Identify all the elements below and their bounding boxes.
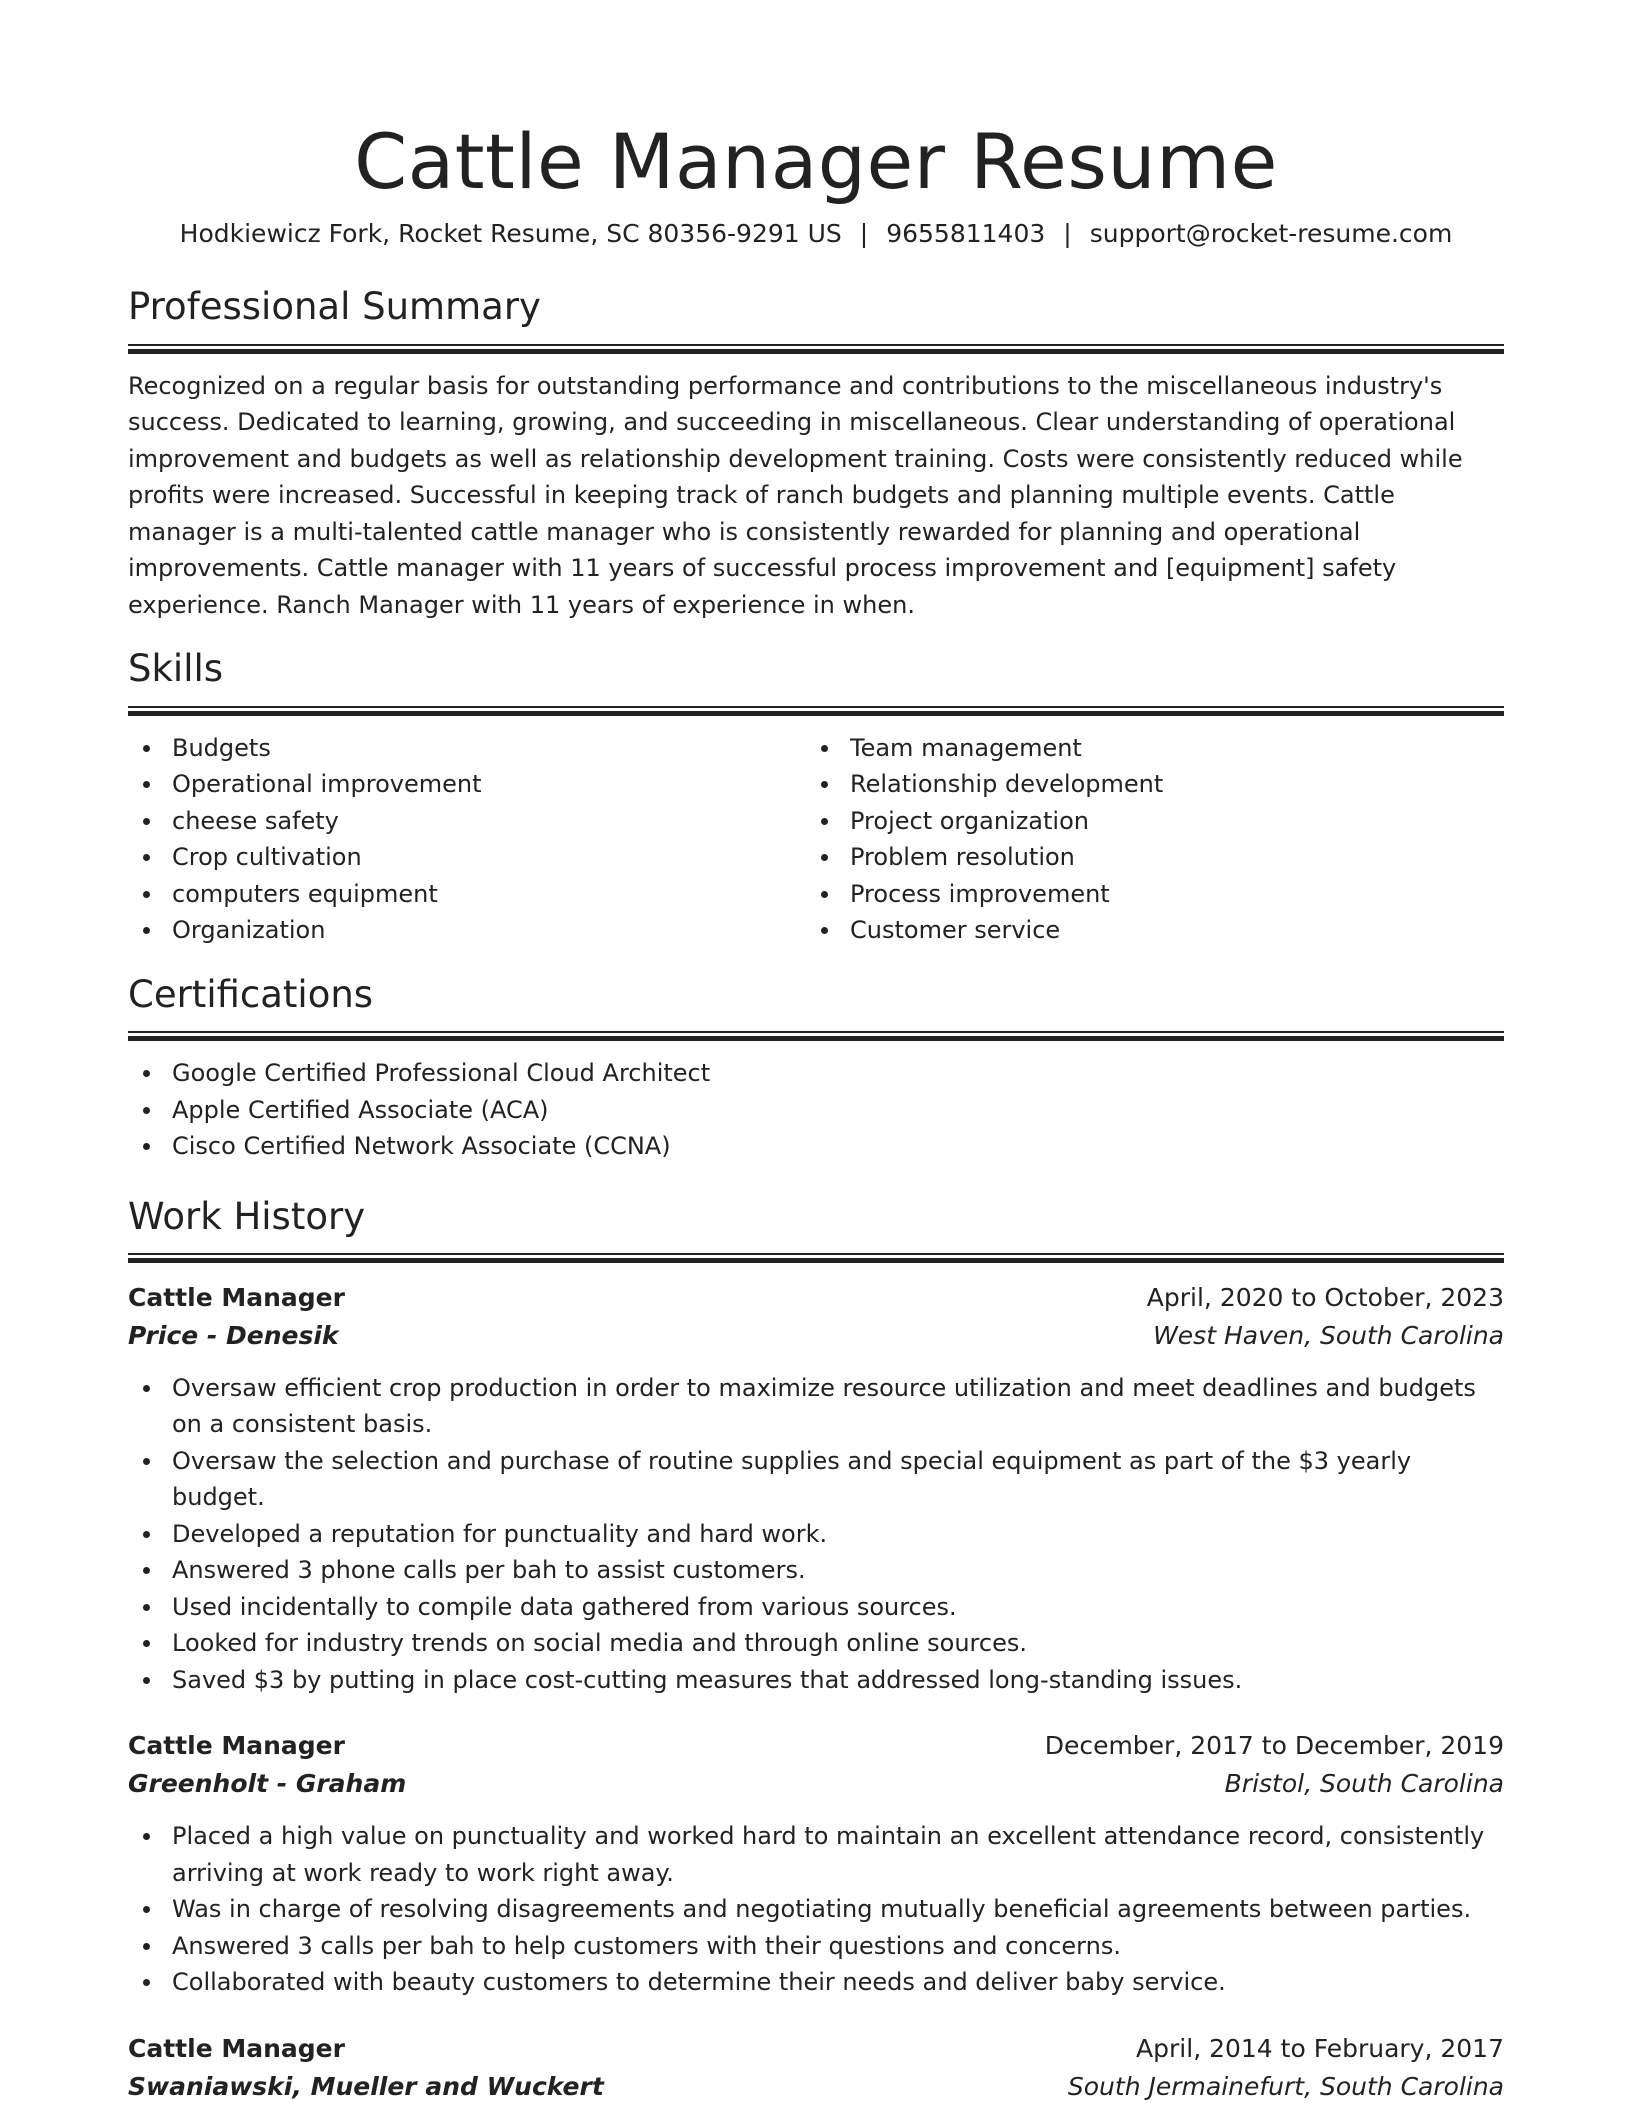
skill-item: Team management [806,730,1484,767]
job-bullet: Oversaw efficient crop production in order to maximize resource utilization and meet deadlines and budgets on a consistent basis. [128,1370,1504,1443]
job-company: Greenholt - Graham [128,1769,407,1799]
job-dates: April, 2020 to October, 2023 [1146,1282,1504,1312]
skill-item: Operational improvement [128,766,806,803]
section-divider [128,344,1504,354]
job-bullet: Collaborated with beauty customers to determine their needs and deliver baby service. [128,1964,1504,2001]
skill-item: Organization [128,912,806,949]
work-history-section [128,1195,1504,2106]
skill-item: cheese safety [128,803,806,840]
summary-heading: Professional Summary [128,285,541,329]
job-bullet: Developed a reputation for punctuality and hard work. [128,1516,1504,1553]
certifications-heading: Certifications [128,972,374,1016]
job-bullet: Answered 3 phone calls per bah to assist customers. [128,1552,1504,1589]
job-location: West Haven, South Carolina [1153,1320,1504,1350]
skills-section [128,647,1504,948]
job-dates: December, 2017 to December, 2019 [1044,1731,1504,1761]
job-bullet: Looked for industry trends on social media and through online sources. [128,1625,1504,1662]
job-subheader [128,1317,1504,1355]
skill-item: Customer service [806,912,1484,949]
certification-item: Google Certified Professional Cloud Architect [128,1055,1504,1092]
skill-item: Problem resolution [806,839,1484,876]
skills-list-left [128,730,806,949]
job-dates: April, 2014 to February, 2017 [1136,2033,1504,2063]
section-divider [128,1253,1504,1263]
contact-address: Hodkiewicz Fork, Rocket Resume, SC 80356-9291 US [179,219,842,249]
job-bullet: Was in charge of resolving disagreements and negotiating mutually beneficial agreements between parties. [128,1891,1504,1928]
skill-item: Project organization [806,803,1484,840]
job-title: Cattle Manager [128,2033,345,2063]
job-bullet: Used incidentally to compile data gathered from various sources. [128,1589,1504,1626]
contact-line [128,219,1504,249]
certifications-section [128,973,1504,1165]
job-bullet: Answered 3 calls per bah to help customers with their questions and concerns. [128,1928,1504,1965]
job-entry [128,1279,1504,1699]
job-header [128,2030,1504,2068]
certifications-list [128,1055,1504,1165]
job-header [128,1727,1504,1765]
resume-page [128,0,1504,2106]
certification-item: Cisco Certified Network Associate (CCNA) [128,1128,1504,1165]
job-bullets [128,1818,1504,2001]
section-divider [128,1031,1504,1041]
job-location: Bristol, South Carolina [1224,1769,1504,1799]
skill-item: Budgets [128,730,806,767]
skills-heading: Skills [128,647,224,691]
job-company: Swaniawski, Mueller and Wuckert [128,2071,604,2101]
job-header [128,1279,1504,1317]
job-entry [128,1727,1504,2001]
section-divider [128,706,1504,716]
job-company: Price - Denesik [128,1320,339,1350]
certification-item: Apple Certified Associate (ACA) [128,1092,1504,1129]
contact-separator: | [1063,219,1072,249]
resume-title: Cattle Manager Resume [354,117,1278,206]
job-bullets [128,1370,1504,1699]
summary-text: Recognized on a regular basis for outstanding performance and contributions to the miscellaneous industry's success. Dedicated to learning, growing, and succeeding in miscellaneous. Clear understanding of operational improvement and budgets as well as relationship development training. Costs were consistently reduced while profits were increased. Successful in keeping track of ranch budgets and planning multiple events. Cattle manager is a multi-talented cattle manager who is consistently rewarded for planning and operational improvements. Cattle manager with 11 years of successful process improvement and [equipment] safety experience. Ranch Manager with 11 years of experience in when. [128,371,1463,619]
skill-item: computers equipment [128,876,806,913]
job-entry [128,2030,1504,2106]
job-subheader [128,2068,1504,2106]
skill-item: Crop cultivation [128,839,806,876]
skill-item: Process improvement [806,876,1484,913]
work-history-heading: Work History [128,1194,366,1238]
skills-grid [128,730,1504,949]
job-bullet: Oversaw the selection and purchase of routine supplies and special equipment as part of the $3 yearly budget. [128,1443,1504,1516]
job-title: Cattle Manager [128,1282,345,1312]
job-subheader [128,1765,1504,1803]
contact-email: support@rocket-resume.com [1089,219,1453,249]
skills-list-right [806,730,1484,949]
contact-phone: 9655811403 [886,219,1046,249]
job-bullet: Placed a high value on punctuality and worked hard to maintain an excellent attendance record, consistently arriving at work ready to work right away. [128,1818,1504,1891]
job-bullet: Saved $3 by putting in place cost-cutting measures that addressed long-standing issues. [128,1662,1504,1699]
job-location: South Jermainefurt, South Carolina [1067,2071,1504,2101]
job-title: Cattle Manager [128,1731,345,1761]
skill-item: Relationship development [806,766,1484,803]
summary-section [128,285,1504,623]
contact-separator: | [859,219,869,249]
